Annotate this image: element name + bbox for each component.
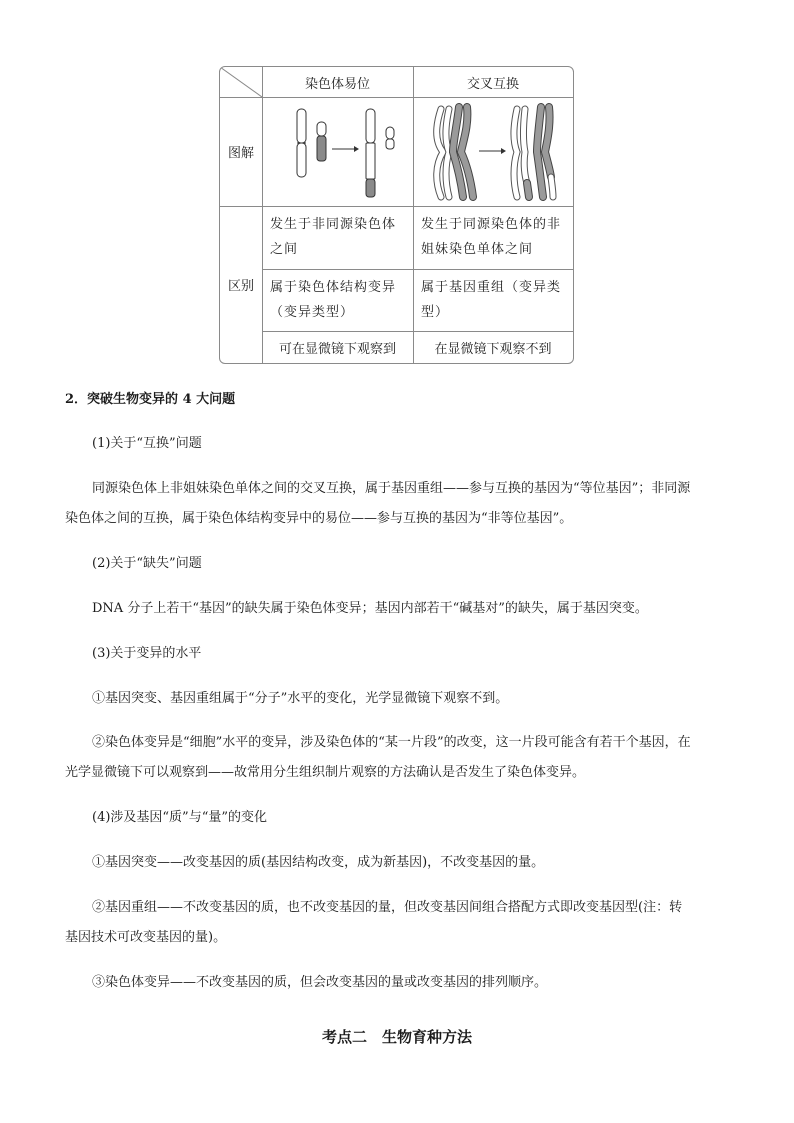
crossing-over-diagram: [413, 97, 573, 206]
column-header-crossing-over: 交叉互换: [466, 76, 519, 92]
question-4-title: (4)涉及基因“质”与“量”的变化: [92, 810, 267, 825]
cell-crossing-over-type: [413, 269, 573, 331]
cell-text-line: （变异类型）: [270, 305, 355, 320]
row-label-difference: 区别: [227, 279, 254, 294]
cell-crossing-over-location: [413, 206, 573, 269]
cell-text-line: 属于染色体结构变异: [270, 280, 397, 295]
paragraph-line: 光学显微镜下可以观察到——故常用分生组织制片观察的方法确认是否发生了染色体变异。: [65, 765, 586, 780]
cell-translocation-location: [262, 206, 413, 269]
paragraph-line: 染色体之间的互换，属于染色体结构变异中的易位——参与互换的基因为“非等位基因”。: [65, 511, 573, 526]
paragraph-line: ①基因突变、基因重组属于“分子”水平的变化，光学显微镜下观察不到。: [92, 691, 509, 706]
row-label-diagram: 图解: [227, 146, 254, 161]
cell-text-line: 之间: [270, 242, 299, 257]
cell-text-line: 发生于非同源染色体: [270, 217, 397, 232]
question-1-title: (1)关于“互换”问题: [92, 436, 202, 451]
cell-crossing-over-visibility: 在显微镜下观察不到: [434, 341, 552, 357]
paragraph-line: DNA 分子上若干“基因”的缺失属于染色体变异；基因内部若干“碱基对”的缺失，属于基因突变。: [92, 601, 648, 616]
cell-text-line: 发生于同源染色体的非: [421, 217, 562, 232]
paragraph-line: ②基因重组——不改变基因的质，也不改变基因的量，但改变基因间组合搭配方式即改变基因型(注：转: [92, 900, 683, 915]
cell-translocation-type: [262, 269, 413, 331]
paragraph-line: ②染色体变异是“细胞”水平的变异，涉及染色体的“某一片段”的改变，这一片段可能含有若干个基因，在: [92, 735, 691, 750]
diagonal-corner: [220, 67, 262, 97]
cell-text-line: 属于基因重组（变异类: [421, 280, 562, 295]
heading-four-questions: 2．突破生物变异的 4 大问题: [65, 392, 236, 407]
question-2-title: (2)关于“缺失”问题: [92, 556, 202, 571]
paragraph-line: 同源染色体上非姐妹染色单体之间的交叉互换，属于基因重组——参与互换的基因为“等位基因”；非同源: [92, 481, 691, 496]
column-header-translocation: 染色体易位: [304, 76, 370, 92]
paragraph-line: 基因技术可改变基因的量)。: [65, 930, 227, 945]
paragraph-line: ①基因突变——改变基因的质(基因结构改变，成为新基因)，不改变基因的量。: [92, 855, 545, 870]
paragraph-line: ③染色体变异——不改变基因的质，但会改变基因的量或改变基因的排列顺序。: [92, 975, 548, 990]
translocation-diagram: [262, 97, 413, 206]
question-3-title: (3)关于变异的水平: [92, 646, 202, 661]
section-title: 考点二 生物育种方法: [321, 1028, 472, 1046]
cell-text-line: 型）: [421, 305, 450, 320]
comparison-table: [219, 66, 574, 364]
cell-translocation-visibility: 可在显微镜下观察到: [278, 341, 396, 357]
cell-text-line: 姐妹染色单体之间: [421, 242, 534, 257]
